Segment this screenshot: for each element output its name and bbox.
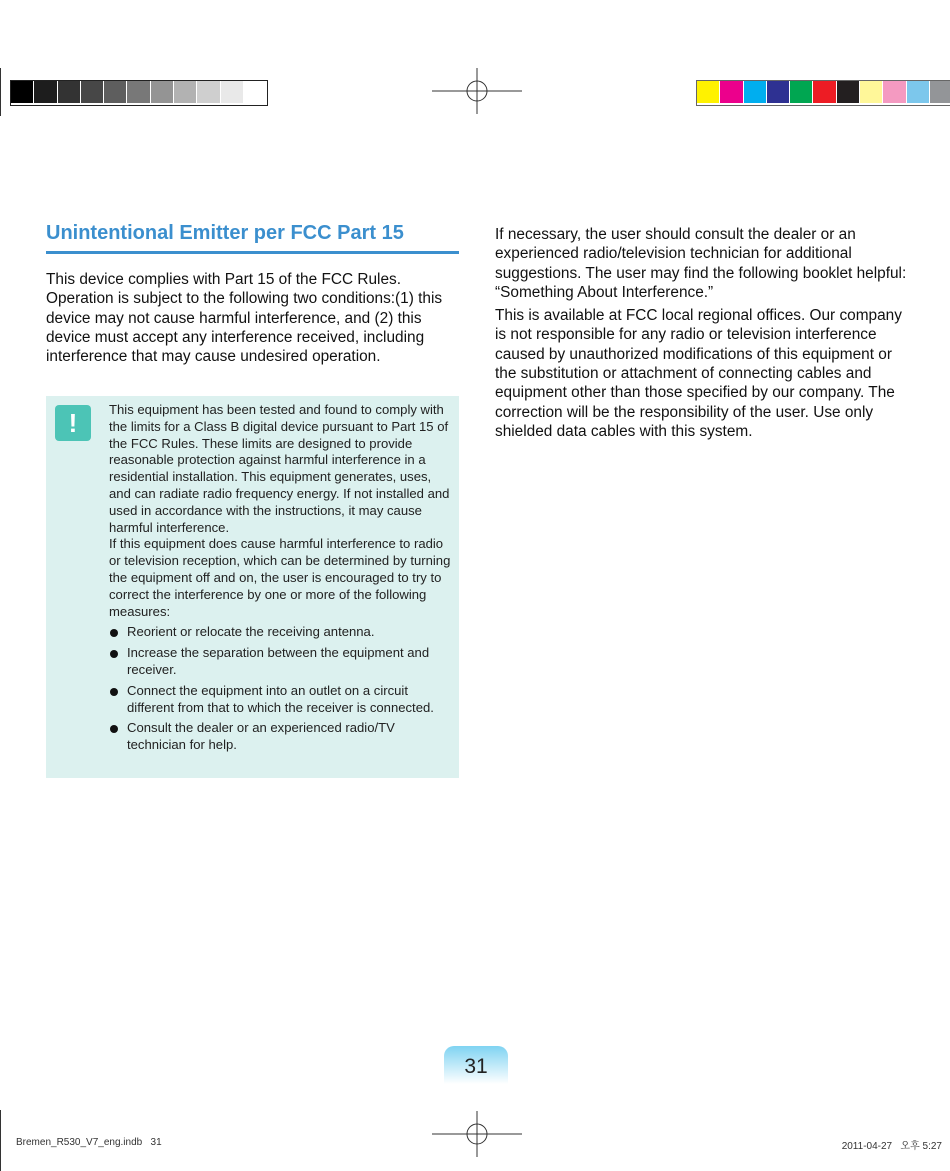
bullet-icon bbox=[110, 650, 118, 658]
color-swatch bbox=[720, 81, 743, 103]
color-swatch bbox=[221, 81, 244, 103]
color-swatch bbox=[930, 81, 950, 103]
color-swatch bbox=[697, 81, 720, 103]
color-swatch bbox=[58, 81, 81, 103]
color-swatch bbox=[907, 81, 930, 103]
registration-mark-top bbox=[432, 68, 522, 114]
list-item-text: Increase the separation between the equipment and receiver. bbox=[127, 645, 430, 677]
crop-mark-top-left bbox=[0, 68, 1, 116]
color-swatch bbox=[11, 81, 34, 103]
right-paragraph-2: This is available at FCC local regional offices. Our company is not responsible for any radio or television interference caused by unauthorized modifications of this equipment or the substitution or attachment of connecting cables and equipment other than those specified by our company. The correction will be the responsibility of the user. Use only shielded data cables with this system. bbox=[495, 307, 902, 440]
exclamation-icon: ! bbox=[55, 405, 91, 441]
list-item-text: Connect the equipment into an outlet on a circuit different from that to which the receiver is connected. bbox=[127, 682, 434, 715]
grayscale-color-bar bbox=[10, 80, 268, 106]
note-paragraph-1: This equipment has been tested and found to comply with the limits for a Class B digital device pursuant to Part 15 of the FCC Rules. These limits are designed to provide reasonable protection against harmful interference in a residential installation. This equipment generates, uses, and can radiate radio frequency energy. If not installed and used in accordance with the instructions, it may cause harmful interference. bbox=[109, 402, 450, 535]
color-swatch bbox=[151, 81, 174, 103]
bullet-icon bbox=[110, 688, 118, 696]
registration-mark-bottom bbox=[432, 1111, 522, 1157]
color-swatch bbox=[81, 81, 104, 103]
footer-timestamp: 2011-04-27 오후 5:27 bbox=[841, 1141, 942, 1152]
color-swatch bbox=[34, 81, 57, 103]
color-swatch bbox=[883, 81, 906, 103]
note-text bbox=[109, 402, 451, 758]
color-swatch bbox=[744, 81, 767, 103]
list-item bbox=[109, 645, 451, 679]
page-number: 31 bbox=[444, 1046, 508, 1084]
color-swatch bbox=[813, 81, 836, 103]
list-item-text: Consult the dealer or an experienced radio/TV technician for help. bbox=[127, 720, 395, 753]
color-swatch bbox=[104, 81, 127, 103]
color-swatch bbox=[127, 81, 150, 103]
intro-paragraph: This device complies with Part 15 of the FCC Rules. Operation is subject to the following two conditions:(1) this device may not cause harmful interference, and (2) this device must accept any interference received, including interference that may cause undesired operation. bbox=[46, 271, 443, 366]
bullet-icon bbox=[110, 725, 118, 733]
crop-mark-bottom-left bbox=[0, 1110, 1, 1171]
color-swatch bbox=[837, 81, 860, 103]
color-swatch bbox=[244, 81, 267, 103]
color-swatch bbox=[174, 81, 197, 103]
footer-file-name: Bremen_R530_V7_eng.indb 31 bbox=[16, 1137, 162, 1148]
list-item bbox=[109, 683, 451, 717]
list-item-text: Reorient or relocate the receiving antenna. bbox=[127, 624, 375, 640]
measures-list bbox=[109, 624, 451, 754]
color-swatch bbox=[860, 81, 883, 103]
list-item bbox=[109, 720, 451, 754]
color-calibration-bar bbox=[696, 80, 950, 106]
section-title: Unintentional Emitter per FCC Part 15 bbox=[46, 222, 459, 254]
color-swatch bbox=[790, 81, 813, 103]
bullet-icon bbox=[110, 629, 118, 637]
right-paragraph-1: If necessary, the user should consult the dealer or an experienced radio/television technician for additional suggestions. The user may find the following booklet helpful: “Something About Interference.” bbox=[495, 226, 907, 301]
right-column bbox=[495, 225, 915, 445]
color-swatch bbox=[767, 81, 790, 103]
color-swatch bbox=[197, 81, 220, 103]
note-box bbox=[46, 396, 459, 778]
note-paragraph-2: If this equipment does cause harmful interference to radio or television reception, which can be determined by turning the equipment off and on, the user is encouraged to try to correct the interference by one or more of the following measures: bbox=[109, 536, 451, 619]
list-item bbox=[109, 624, 451, 641]
